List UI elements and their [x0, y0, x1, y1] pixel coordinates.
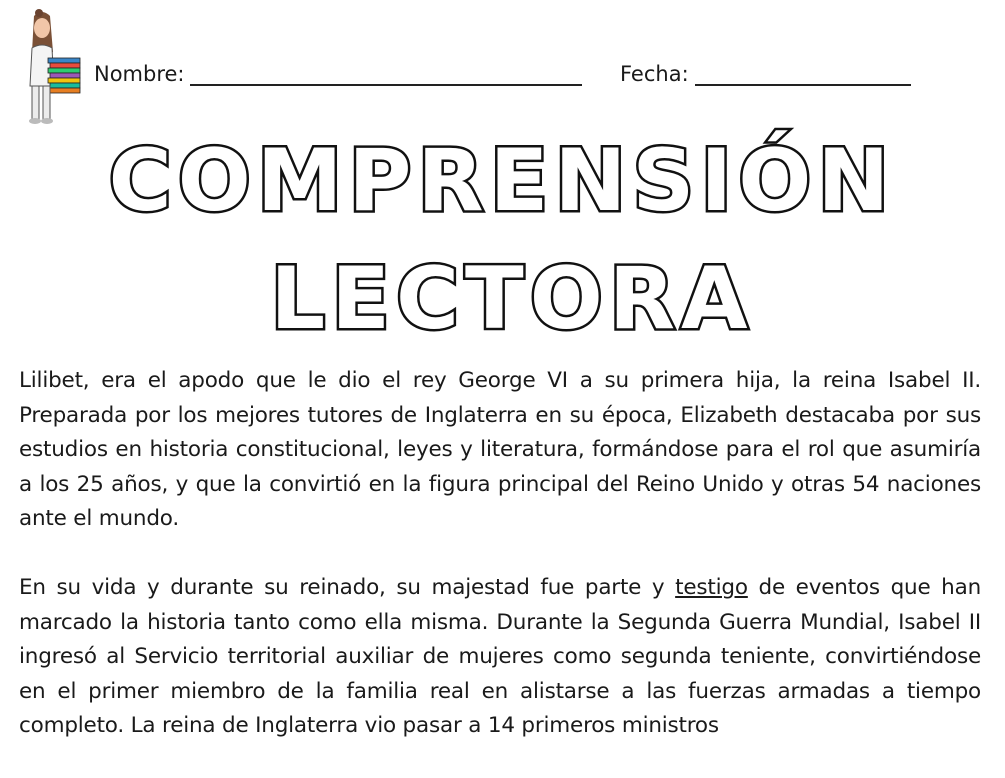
fecha-field[interactable]	[695, 84, 911, 86]
paragraph-2	[19, 571, 981, 744]
title-line-1	[0, 118, 1005, 228]
reading-passage	[19, 364, 981, 778]
name-date-header	[92, 60, 932, 92]
nombre-label: Nombre:	[94, 62, 185, 86]
paragraph-1: Lilibet, era el apodo que le dio el rey George VI a su primera hija, la reina Isabel II. Preparada por los mejores tutores de Inglaterra en su época, Elizabeth destacaba por sus estudios en historia constitucional, leyes y literatura, formándose para el rol que asumiría a los 25 años, y que la convirtió en la figura principal del Reino Unido y otras 54 naciones ante el mundo.	[19, 368, 981, 532]
nombre-field[interactable]	[190, 84, 582, 86]
fecha-label: Fecha:	[620, 62, 689, 86]
title-line-1-text: COMPRENSIÓN	[108, 131, 896, 228]
paragraph-2-start: En su vida y durante su reinado, su majestad fue parte y	[19, 574, 676, 600]
title-line-2-text: LECTORA	[270, 249, 754, 348]
underlined-word: testigo	[675, 574, 748, 600]
teacher-avatar-icon	[20, 8, 86, 124]
title-line-2	[0, 248, 1005, 348]
paragraph-2-rest: de eventos que han marcado la historia tanto como ella misma. Durante la Segunda Guerra Mundial, Isabel II ingresó al Servicio territorial auxiliar de mujeres como segunda teniente, convirtiéndose en el primer miembro de la familia real en alistarse a las fuerzas armadas a tiempo completo. La reina de Inglaterra vio pasar a 14 primeros ministros	[19, 574, 981, 739]
